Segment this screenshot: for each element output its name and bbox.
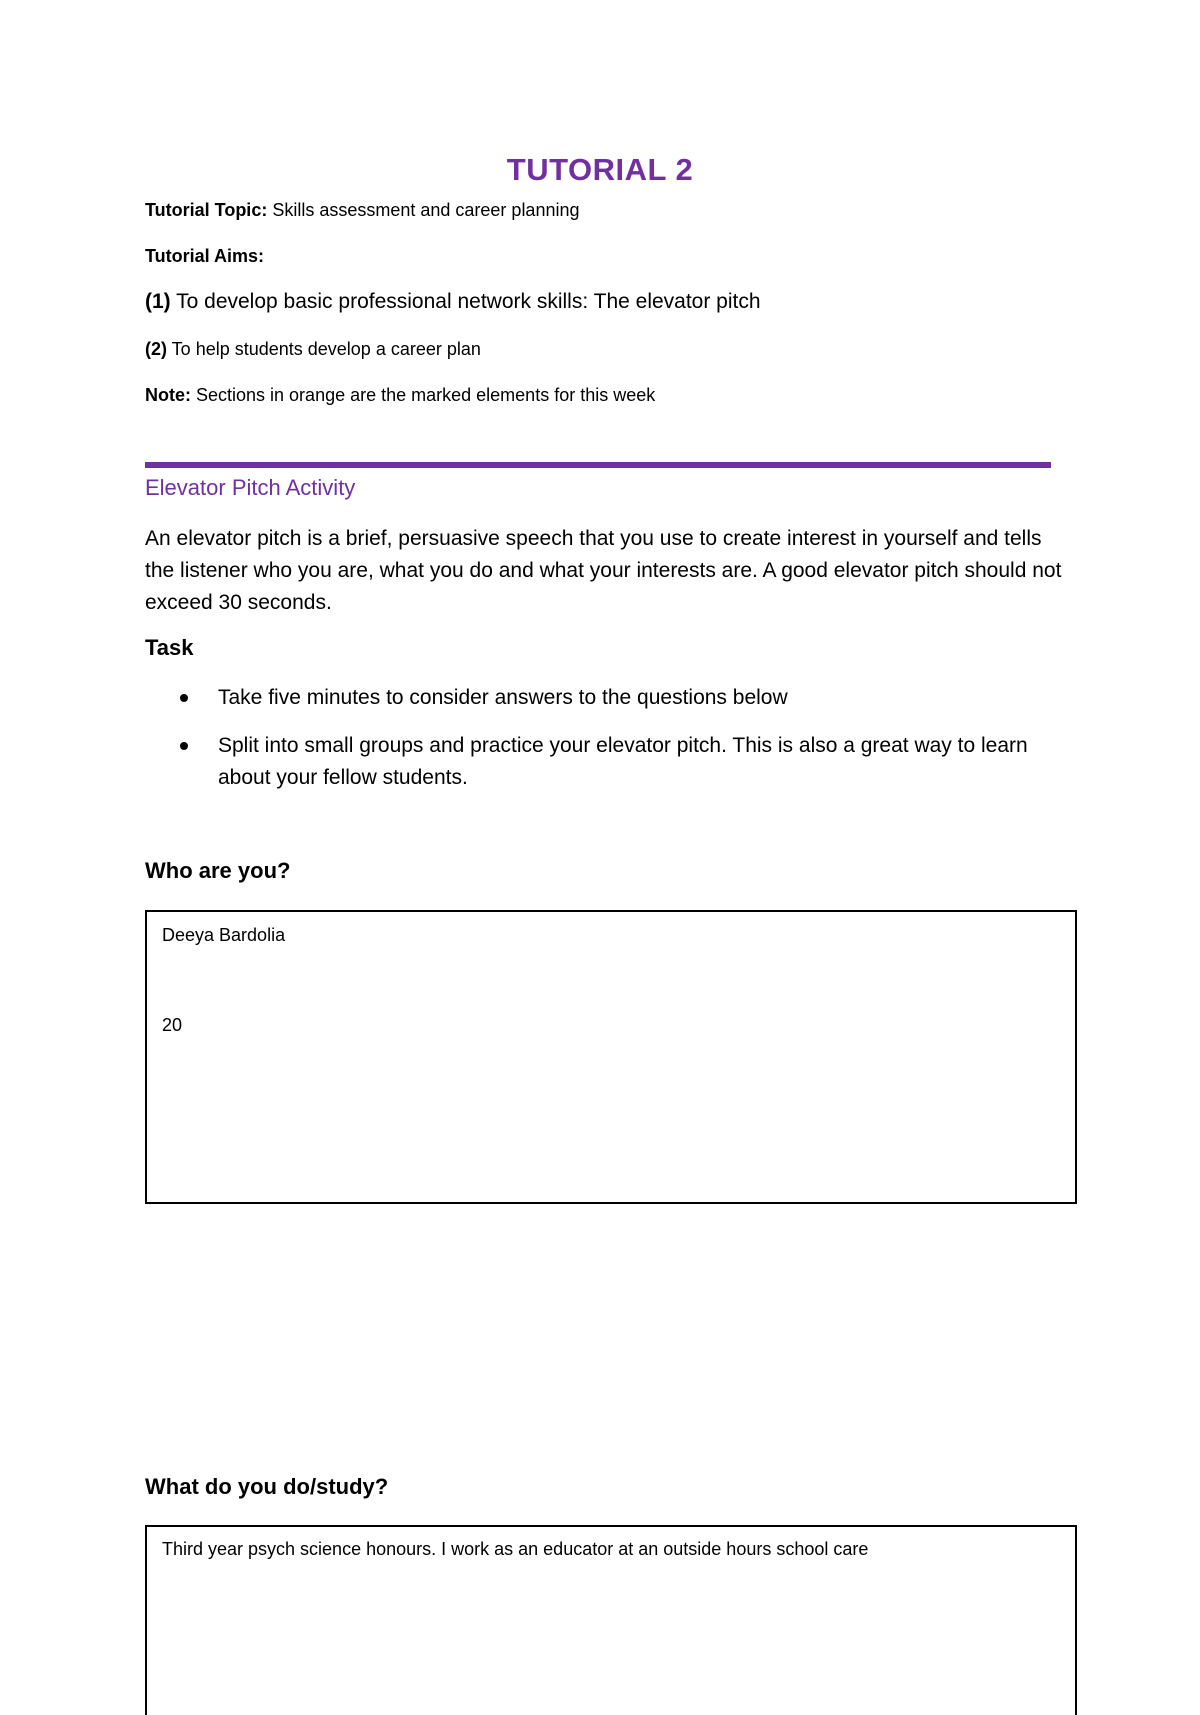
- aim-item-1: [145, 290, 761, 314]
- aim-text: To develop basic professional network skills: The elevator pitch: [170, 290, 761, 313]
- bullet-text: Take five minutes to consider answers to the questions below: [218, 686, 788, 709]
- answer-box-who[interactable]: [145, 910, 1077, 1204]
- tutorial-topic-line: [145, 200, 580, 221]
- answer-box-study[interactable]: [145, 1525, 1077, 1715]
- note-line: [145, 385, 655, 406]
- topic-value: Skills assessment and career planning: [267, 200, 580, 220]
- list-item: [180, 682, 1060, 714]
- task-heading: Task: [145, 635, 194, 660]
- aim-number: (1): [145, 290, 171, 313]
- note-label: Note:: [145, 385, 191, 405]
- bullet-text: Split into small groups and practice your elevator pitch. This is also a great way to learn about your fellow students.: [218, 734, 1028, 789]
- bullet-icon: [180, 694, 188, 702]
- answer-line: Third year psych science honours. I work as an educator at an outside hours school care: [162, 1539, 869, 1559]
- note-text: Sections in orange are the marked elements for this week: [191, 385, 656, 405]
- section-divider: [145, 462, 1051, 468]
- section-title: Elevator Pitch Activity: [145, 475, 356, 500]
- answer-line: 20: [162, 1015, 183, 1035]
- list-item: [180, 730, 1060, 794]
- aim-item-2: [145, 339, 481, 360]
- intro-paragraph: An elevator pitch is a brief, persuasive speech that you use to create interest in yourself and tells the listener who you are, what you do and what your interests are. A good elevator pitch should not exceed 30 seconds.: [145, 527, 1062, 614]
- topic-label: Tutorial Topic:: [145, 200, 268, 220]
- page-title: TUTORIAL 2: [506, 152, 694, 187]
- aim-number: (2): [145, 339, 167, 359]
- answer-line: Deeya Bardolia: [162, 925, 286, 945]
- bullet-icon: [180, 742, 188, 750]
- question-label: Who are you?: [145, 858, 291, 883]
- question-label: What do you do/study?: [145, 1474, 389, 1499]
- aim-text: To help students develop a career plan: [167, 339, 481, 359]
- aims-label: Tutorial Aims:: [145, 246, 265, 266]
